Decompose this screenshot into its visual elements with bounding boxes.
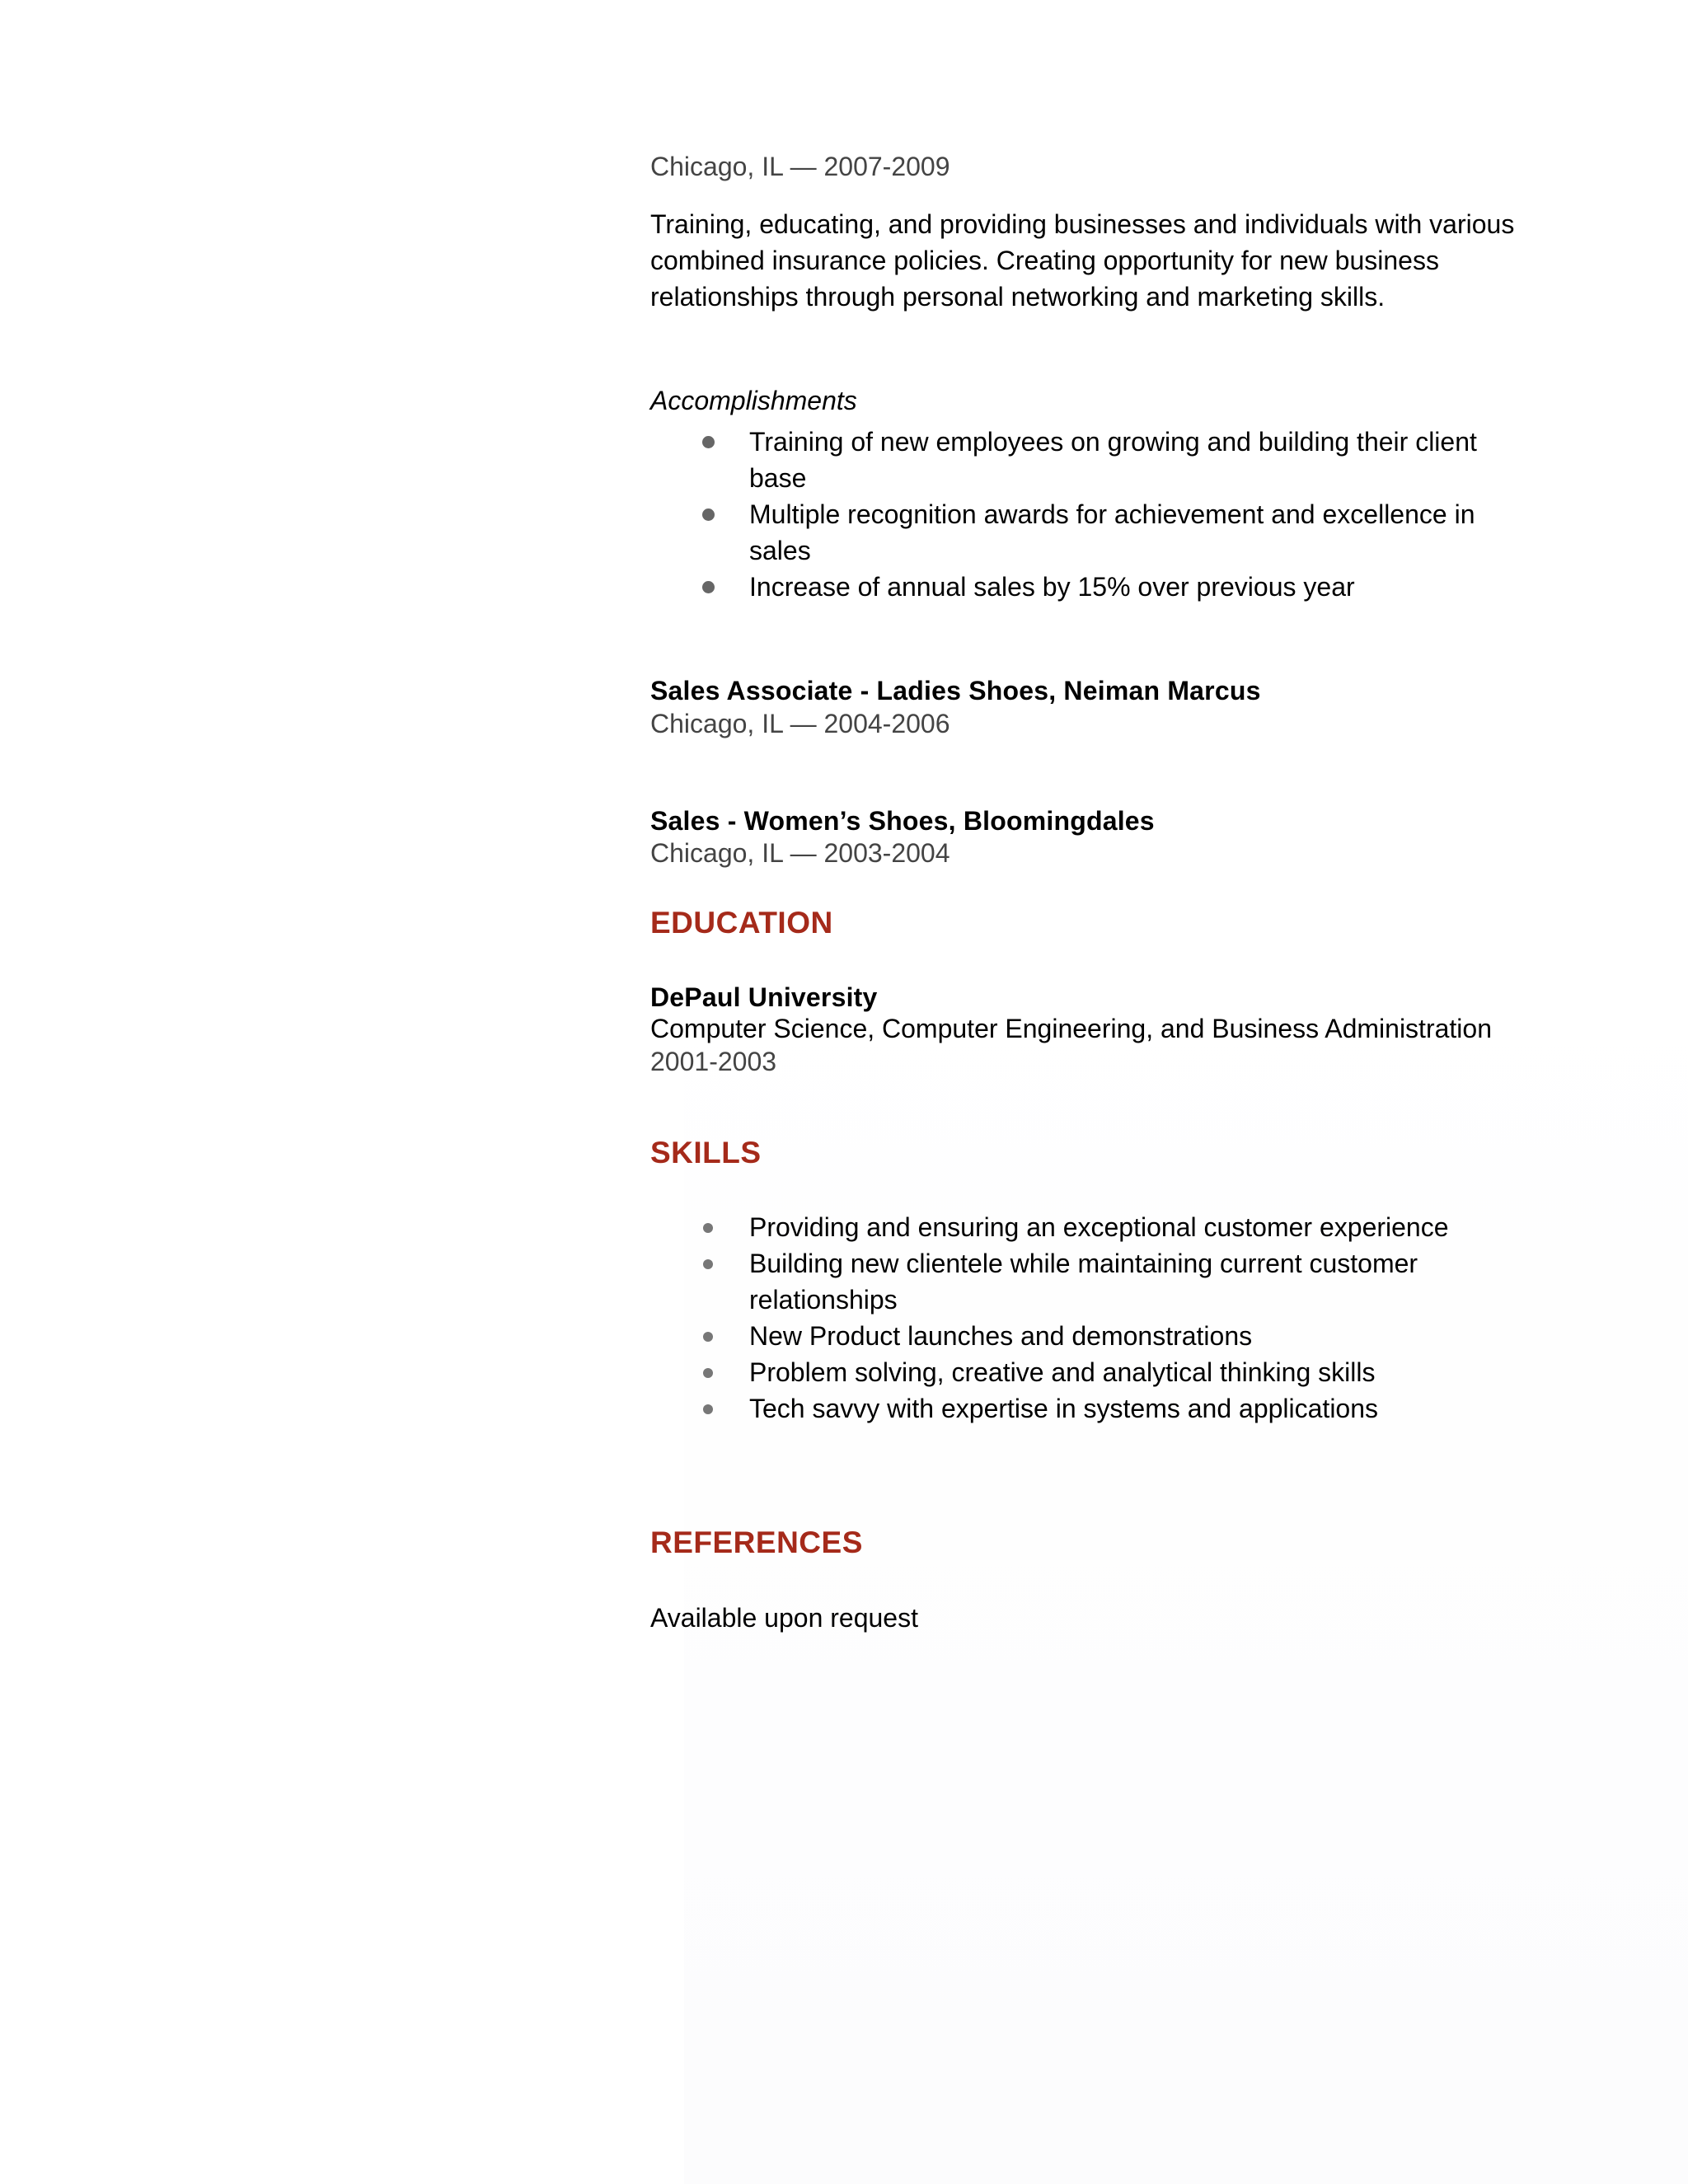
bullet-icon [703,1332,713,1342]
references-text: Available upon request [650,1603,918,1633]
background-shade [684,940,1688,2184]
bullet-icon [702,581,715,593]
list-item [650,496,1524,569]
skills-list [650,1209,1499,1427]
accomplishment-text: Increase of annual sales by 15% over previous year [749,572,1355,602]
references-heading: REFERENCES [650,1526,863,1559]
list-item [650,1245,1499,1318]
skill-text: Problem solving, creative and analytical thinking skills [749,1357,1376,1387]
bullet-icon [702,509,715,521]
list-item [650,1390,1499,1427]
list-item [650,424,1524,496]
list-item [650,1209,1499,1245]
school-name: DePaul University [650,982,878,1012]
accomplishment-text: Training of new employees on growing and building their client base [749,427,1477,493]
job2-location: Chicago, IL — 2004-2006 [650,709,950,738]
accomplishments-label: Accomplishments [650,386,857,415]
list-item [650,1318,1499,1354]
skill-text: Building new clientele while maintaining current customer relationships [749,1249,1418,1315]
list-item [650,1354,1499,1390]
education-heading: EDUCATION [650,906,833,940]
job3-location: Chicago, IL — 2003-2004 [650,838,950,868]
skills-heading: SKILLS [650,1136,762,1169]
bullet-icon [703,1404,713,1414]
accomplishment-text: Multiple recognition awards for achievement and excellence in sales [749,499,1475,565]
skill-text: Providing and ensuring an exceptional customer experience [749,1212,1449,1242]
job1-location: Chicago, IL — 2007-2009 [650,152,950,181]
bullet-icon [703,1223,713,1233]
job1-description: Training, educating, and providing businesses and individuals with various combined insurance policies. Creating opportunity for new business relationships through personal networking and marketing skills. [650,209,1515,312]
bullet-icon [703,1368,713,1378]
job3-title: Sales - Women’s Shoes, Bloomingdales [650,806,1155,836]
education-fields: Computer Science, Computer Engineering, and Business Administration [650,1014,1492,1043]
list-item [650,569,1524,605]
skill-text: Tech savvy with expertise in systems and applications [749,1394,1379,1423]
bullet-icon [703,1259,713,1269]
skill-text: New Product launches and demonstrations [749,1321,1253,1351]
accomplishments-list [650,424,1524,605]
bullet-icon [702,436,715,448]
job2-title: Sales Associate - Ladies Shoes, Neiman Marcus [650,676,1261,705]
education-years: 2001-2003 [650,1047,777,1076]
